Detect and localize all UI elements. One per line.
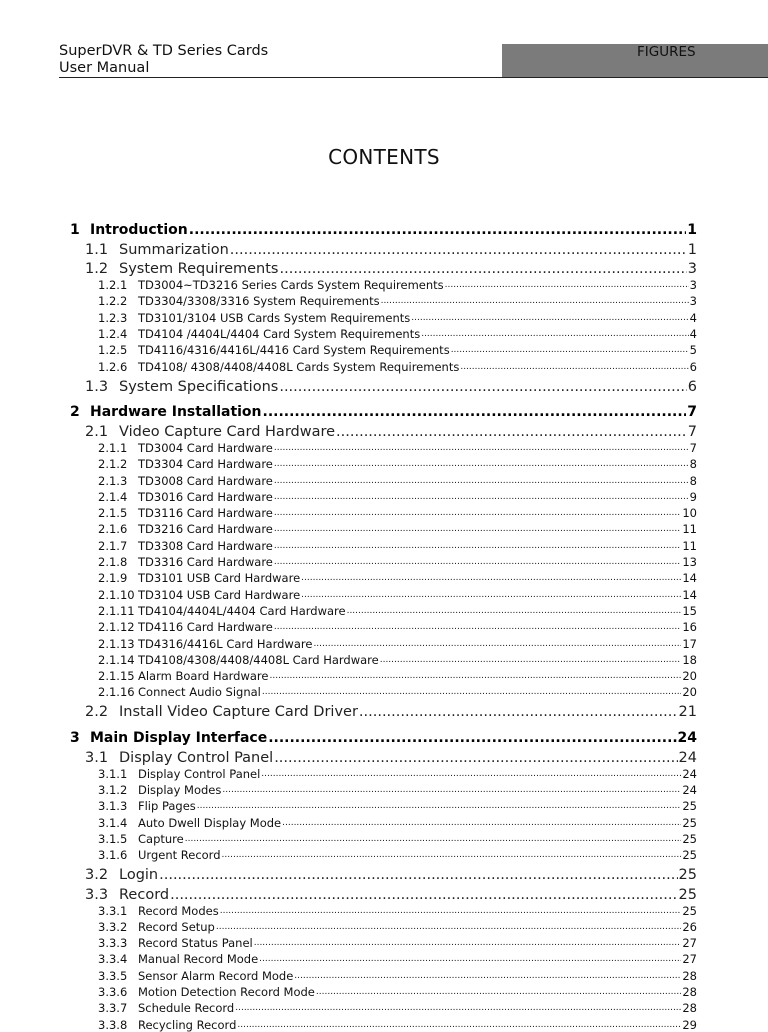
toc-entry-title: Login <box>119 867 159 883</box>
toc-dot-leader <box>261 767 681 781</box>
toc-entry-title: TD3016 Card Hardware <box>138 490 273 504</box>
toc-entry-page: 25 <box>678 867 697 883</box>
toc-entry[interactable] <box>98 847 697 862</box>
toc-entry[interactable] <box>98 652 697 667</box>
toc-entry-number: 3.1.4 <box>98 816 128 830</box>
toc-entry-number: 1.2.2 <box>98 294 128 308</box>
toc-entry[interactable] <box>98 505 697 520</box>
toc-entry-title: TD4108/4308/4408/4408L Card Hardware <box>138 653 379 667</box>
toc-entry-page: 25 <box>682 799 697 813</box>
toc-entry-number: 3.1.6 <box>98 848 128 862</box>
toc-entry[interactable] <box>98 440 697 455</box>
toc-entry-page: 20 <box>682 685 697 699</box>
toc-entry-page: 16 <box>682 620 697 634</box>
toc-entry-number: 3.1 <box>85 750 109 766</box>
header-product-name: SuperDVR & TD Series Cards <box>59 43 269 59</box>
toc-entry-title: Connect Audio Signal <box>138 685 261 699</box>
toc-entry-page: 6 <box>689 360 697 374</box>
toc-entry-number: 2 <box>70 404 80 420</box>
toc-entry-number: 3.2 <box>85 867 109 883</box>
toc-entry-number: 2.1.12 <box>98 620 135 634</box>
toc-entry-title: Auto Dwell Display Mode <box>138 816 282 830</box>
toc-dot-leader <box>274 474 689 488</box>
toc-entry-page: 4 <box>689 311 697 325</box>
toc-dot-leader <box>259 952 681 966</box>
toc-entry[interactable] <box>70 401 697 421</box>
toc-entry-page: 11 <box>682 539 697 553</box>
toc-entry[interactable] <box>98 473 697 488</box>
toc-dot-leader <box>301 571 681 585</box>
toc-entry[interactable] <box>98 277 697 292</box>
toc-entry-title: Display Control Panel <box>138 767 261 781</box>
toc-entry-page: 27 <box>682 952 697 966</box>
toc-dot-leader <box>451 343 689 357</box>
toc-entry-title: Record Modes <box>138 904 219 918</box>
toc-entry-title: Capture <box>138 832 184 846</box>
page-title: CONTENTS <box>328 145 440 169</box>
toc-entry[interactable] <box>98 603 697 618</box>
toc-entry[interactable] <box>85 259 697 278</box>
toc-dot-leader <box>222 848 682 862</box>
toc-entry[interactable] <box>98 342 697 357</box>
toc-entry-page: 3 <box>689 278 697 292</box>
toc-entry-number: 2.1.13 <box>98 637 135 651</box>
toc-entry-title: Main Display Interface <box>90 730 268 746</box>
toc-entry-title: Motion Detection Record Mode <box>138 985 315 999</box>
toc-entry-page: 1 <box>687 222 697 238</box>
toc-entry-page: 29 <box>682 1018 697 1032</box>
toc-entry-number: 3.3.7 <box>98 1001 128 1015</box>
toc-entry-title: Alarm Board Hardware <box>138 669 269 683</box>
toc-entry[interactable] <box>98 538 697 553</box>
toc-dot-leader <box>411 311 688 325</box>
toc-entry-page: 18 <box>682 653 697 667</box>
toc-entry[interactable] <box>98 684 697 699</box>
toc-dot-leader <box>280 260 687 278</box>
toc-entry-number: 3.3.6 <box>98 985 128 999</box>
toc-entry-page: 14 <box>682 588 697 602</box>
toc-dot-leader <box>222 783 681 797</box>
toc-entry-number: 3.3.4 <box>98 952 128 966</box>
toc-entry[interactable] <box>98 1017 697 1032</box>
toc-entry-page: 8 <box>689 474 697 488</box>
toc-entry-page: 6 <box>687 379 697 395</box>
toc-dot-leader <box>313 637 681 651</box>
toc-entry-number: 1.2.1 <box>98 278 128 292</box>
toc-dot-leader <box>460 360 688 374</box>
toc-entry-page: 27 <box>682 936 697 950</box>
toc-entry-title: Schedule Record <box>138 1001 235 1015</box>
toc-entry-title: TD4116/4316/4416L/4416 Card System Requirements <box>138 343 450 357</box>
toc-entry[interactable] <box>85 240 697 259</box>
toc-entry[interactable] <box>98 310 697 325</box>
toc-entry-title: TD3308 Card Hardware <box>138 539 273 553</box>
toc-entry-number: 2.1.8 <box>98 555 128 569</box>
toc-entry-page: 7 <box>687 404 697 420</box>
toc-entry-page: 3 <box>687 261 697 277</box>
toc-entry-number: 1.1 <box>85 242 109 258</box>
toc-dot-leader <box>279 378 686 396</box>
toc-entry-page: 28 <box>682 1001 697 1015</box>
toc-entry-number: 1.3 <box>85 379 109 395</box>
toc-entry-title: Hardware Installation <box>90 404 262 420</box>
toc-entry-page: 7 <box>689 441 697 455</box>
toc-entry-number: 3 <box>70 730 80 746</box>
toc-entry-number: 2.1.6 <box>98 522 128 536</box>
toc-entry-page: 28 <box>682 985 697 999</box>
toc-entry[interactable] <box>70 727 697 747</box>
header-manual-label: User Manual <box>59 60 150 76</box>
toc-entry-number: 3.3.5 <box>98 969 128 983</box>
toc-entry[interactable] <box>98 935 697 950</box>
toc-entry-title: Install Video Capture Card Driver <box>119 704 358 720</box>
toc-entry-title: TD4104 /4404L/4404 Card System Requirements <box>138 327 421 341</box>
toc-entry[interactable] <box>98 293 697 308</box>
toc-entry-title: Display Control Panel <box>119 750 274 766</box>
toc-entry[interactable] <box>85 865 697 884</box>
toc-entry-page: 7 <box>687 424 697 440</box>
toc-entry-number: 2.1.10 <box>98 588 135 602</box>
header-divider <box>59 77 768 78</box>
toc-entry-number: 2.1.15 <box>98 669 135 683</box>
toc-dot-leader <box>274 539 681 553</box>
toc-entry-number: 2.1.5 <box>98 506 128 520</box>
toc-entry[interactable] <box>98 798 697 813</box>
toc-entry[interactable] <box>98 619 697 634</box>
toc-dot-leader <box>230 241 687 259</box>
toc-dot-leader <box>268 729 676 747</box>
toc-entry-title: TD3004~TD3216 Series Cards System Requirements <box>138 278 444 292</box>
toc-entry[interactable] <box>85 885 697 904</box>
toc-entry-title: Display Modes <box>138 783 222 797</box>
toc-entry-page: 4 <box>689 327 697 341</box>
toc-entry-page: 24 <box>682 783 697 797</box>
toc-entry[interactable] <box>98 782 697 797</box>
toc-dot-leader <box>197 799 682 813</box>
toc-dot-leader <box>189 221 686 239</box>
toc-entry[interactable] <box>85 377 697 396</box>
toc-entry-title: TD3008 Card Hardware <box>138 474 273 488</box>
toc-entry-title: TD3216 Card Hardware <box>138 522 273 536</box>
toc-entry-page: 8 <box>689 457 697 471</box>
toc-entry-title: Record <box>119 887 170 903</box>
toc-entry-page: 25 <box>682 904 697 918</box>
toc-entry-title: TD3101/3104 USB Cards System Requirements <box>138 311 411 325</box>
toc-entry-page: 5 <box>689 343 697 357</box>
toc-entry[interactable] <box>70 219 697 239</box>
toc-entry-title: Introduction <box>90 222 188 238</box>
toc-entry-title: TD3101 USB Card Hardware <box>138 571 301 585</box>
toc-entry-number: 3.1.5 <box>98 832 128 846</box>
toc-entry[interactable] <box>98 587 697 602</box>
toc-entry[interactable] <box>98 984 697 999</box>
toc-entry[interactable] <box>98 919 697 934</box>
toc-entry-number: 1 <box>70 222 80 238</box>
toc-entry-page: 25 <box>678 887 697 903</box>
toc-entry[interactable] <box>98 968 697 983</box>
toc-entry[interactable] <box>98 456 697 471</box>
toc-dot-leader <box>445 278 689 292</box>
toc-entry-title: Record Setup <box>138 920 215 934</box>
toc-entry-number: 2.1.16 <box>98 685 135 699</box>
toc-entry-number: 3.1.3 <box>98 799 128 813</box>
toc-entry[interactable] <box>85 422 697 441</box>
toc-entry[interactable] <box>98 668 697 683</box>
toc-entry-number: 2.1.3 <box>98 474 128 488</box>
header-section-label: FIGURES <box>637 44 696 60</box>
toc-entry-title: Recycling Record <box>138 1018 237 1032</box>
toc-entry[interactable] <box>85 702 697 721</box>
toc-entry-number: 3.3.2 <box>98 920 128 934</box>
toc-entry-title: TD4108/ 4308/4408/4408L Cards System Requirements <box>138 360 460 374</box>
toc-dot-leader <box>359 703 678 721</box>
toc-entry[interactable] <box>98 815 697 830</box>
toc-entry-title: TD4116 Card Hardware <box>138 620 273 634</box>
toc-dot-leader <box>316 985 681 999</box>
toc-entry-number: 3.1.2 <box>98 783 128 797</box>
toc-dot-leader <box>185 832 682 846</box>
toc-entry-title: Video Capture Card Hardware <box>119 424 336 440</box>
toc-entry-number: 1.2.6 <box>98 360 128 374</box>
toc-entry-page: 9 <box>689 490 697 504</box>
toc-dot-leader <box>274 555 681 569</box>
toc-dot-leader <box>235 1001 681 1015</box>
toc-entry-page: 11 <box>682 522 697 536</box>
toc-dot-leader <box>159 866 677 884</box>
toc-entry-title: TD3116 Card Hardware <box>138 506 273 520</box>
toc-entry-number: 2.1.2 <box>98 457 128 471</box>
toc-entry[interactable] <box>98 903 697 918</box>
toc-entry-title: TD3304/3308/3316 System Requirements <box>138 294 380 308</box>
toc-dot-leader <box>274 441 689 455</box>
toc-entry[interactable] <box>98 521 697 536</box>
toc-entry-number: 2.1.14 <box>98 653 135 667</box>
toc-entry-page: 14 <box>682 571 697 585</box>
toc-dot-leader <box>216 920 681 934</box>
toc-entry[interactable] <box>98 326 697 341</box>
toc-dot-leader <box>274 620 681 634</box>
toc-dot-leader <box>347 604 682 618</box>
toc-entry-number: 1.2.3 <box>98 311 128 325</box>
toc-entry-page: 25 <box>682 848 697 862</box>
toc-dot-leader <box>274 749 677 767</box>
toc-dot-leader <box>274 506 681 520</box>
toc-entry[interactable] <box>98 951 697 966</box>
toc-dot-leader <box>381 294 689 308</box>
toc-entry[interactable] <box>98 1000 697 1015</box>
toc-entry-title: Record Status Panel <box>138 936 253 950</box>
toc-dot-leader <box>380 653 682 667</box>
toc-entry-title: Manual Record Mode <box>138 952 259 966</box>
toc-entry-title: TD3316 Card Hardware <box>138 555 273 569</box>
toc-dot-leader <box>262 685 681 699</box>
toc-dot-leader <box>421 327 688 341</box>
toc-entry-page: 20 <box>682 669 697 683</box>
toc-dot-leader <box>170 886 677 904</box>
toc-entry[interactable] <box>98 766 697 781</box>
toc-entry-page: 3 <box>689 294 697 308</box>
toc-dot-leader <box>336 423 687 441</box>
toc-entry-title: System Specifications <box>119 379 279 395</box>
page-header <box>0 0 768 80</box>
toc-dot-leader <box>274 457 689 471</box>
toc-entry-number: 3.3.1 <box>98 904 128 918</box>
toc-entry-number: 3.3.3 <box>98 936 128 950</box>
toc-entry-page: 21 <box>678 704 697 720</box>
toc-dot-leader <box>269 669 681 683</box>
toc-dot-leader <box>263 403 687 421</box>
toc-entry-title: TD4104/4404L/4404 Card Hardware <box>138 604 346 618</box>
toc-entry[interactable] <box>98 489 697 504</box>
toc-entry[interactable] <box>98 636 697 651</box>
toc-entry-number: 2.1.9 <box>98 571 128 585</box>
toc-dot-leader <box>274 522 681 536</box>
toc-dot-leader <box>282 816 681 830</box>
toc-entry-title: Urgent Record <box>138 848 221 862</box>
toc-entry-number: 3.3 <box>85 887 109 903</box>
toc-dot-leader <box>301 588 681 602</box>
toc-entry-title: TD3004 Card Hardware <box>138 441 273 455</box>
toc-entry-page: 24 <box>678 750 697 766</box>
toc-entry-title: TD4316/4416L Card Hardware <box>138 637 313 651</box>
toc-entry-page: 28 <box>682 969 697 983</box>
toc-entry-number: 1.2.4 <box>98 327 128 341</box>
header-section-box <box>502 44 768 78</box>
toc-dot-leader <box>274 490 689 504</box>
toc-entry[interactable] <box>98 570 697 585</box>
toc-entry[interactable] <box>85 748 697 767</box>
toc-entry-number: 2.1.7 <box>98 539 128 553</box>
header-document-title <box>59 43 268 77</box>
toc-entry-page: 24 <box>682 767 697 781</box>
toc-entry-title: Flip Pages <box>138 799 196 813</box>
toc-entry-title: System Requirements <box>119 261 279 277</box>
toc-entry-page: 17 <box>682 637 697 651</box>
toc-entry[interactable] <box>98 831 697 846</box>
toc-entry[interactable] <box>98 359 697 374</box>
toc-dot-leader <box>254 936 682 950</box>
toc-entry-number: 2.1.1 <box>98 441 128 455</box>
toc-entry-title: TD3104 USB Card Hardware <box>138 588 301 602</box>
toc-entry-number: 2.1.11 <box>98 604 135 618</box>
toc-dot-leader <box>220 904 682 918</box>
toc-entry[interactable] <box>98 554 697 569</box>
toc-entry-number: 2.1.4 <box>98 490 128 504</box>
toc-entry-title: TD3304 Card Hardware <box>138 457 273 471</box>
toc-entry-number: 1.2 <box>85 261 109 277</box>
toc-entry-page: 26 <box>682 920 697 934</box>
toc-entry-page: 1 <box>687 242 697 258</box>
toc-entry-page: 25 <box>682 816 697 830</box>
toc-entry-page: 10 <box>682 506 697 520</box>
toc-dot-leader <box>294 969 681 983</box>
toc-entry-number: 2.1 <box>85 424 109 440</box>
toc-entry-number: 1.2.5 <box>98 343 128 357</box>
toc-entry-page: 25 <box>682 832 697 846</box>
toc-dot-leader <box>237 1018 681 1032</box>
toc-entry-number: 2.2 <box>85 704 109 720</box>
toc-entry-number: 3.1.1 <box>98 767 128 781</box>
toc-entry-page: 24 <box>677 730 697 746</box>
toc-entry-title: Summarization <box>119 242 229 258</box>
toc-entry-number: 3.3.8 <box>98 1018 128 1032</box>
toc-entry-page: 15 <box>682 604 697 618</box>
toc-entry-page: 13 <box>682 555 697 569</box>
toc-entry-title: Sensor Alarm Record Mode <box>138 969 294 983</box>
